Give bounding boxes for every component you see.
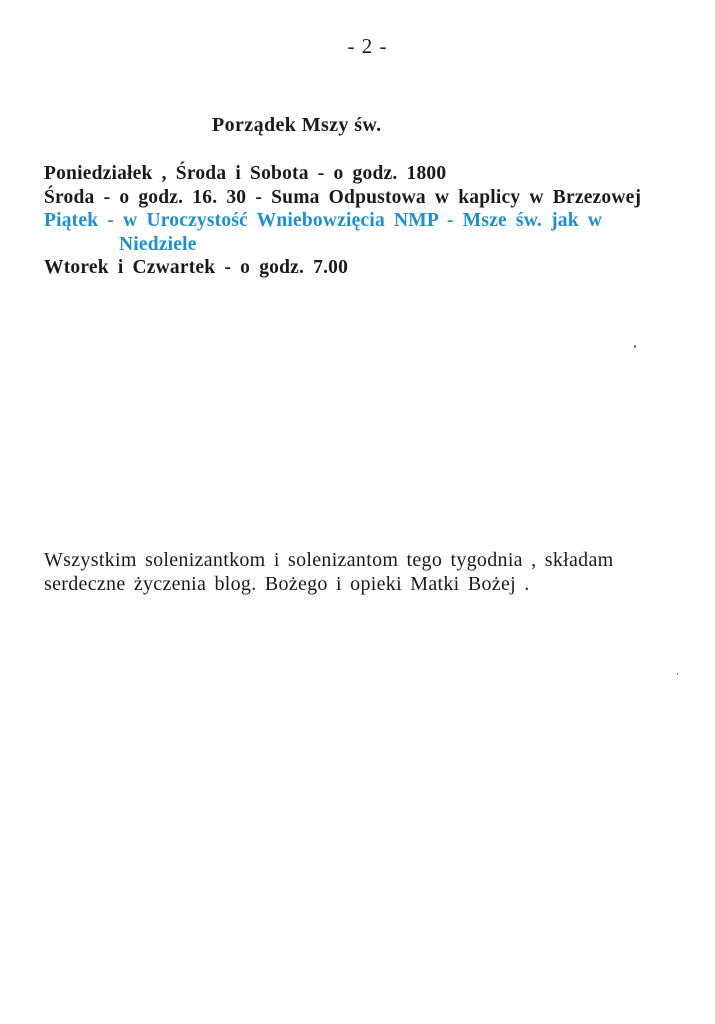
mass-schedule-list bbox=[44, 162, 684, 280]
schedule-entry-mon-wed-sat: Poniedziałek , Środa i Sobota - o godz. 1800 bbox=[44, 163, 447, 184]
schedule-entry-tue-thu: Wtorek i Czwartek - o godz. 7.00 bbox=[44, 257, 349, 278]
scan-speck bbox=[677, 673, 678, 675]
name-day-greeting: Wszystkim solenizantkom i solenizantom tego tygodnia , składam serdeczne życzenia blog. Bożego i opieki Matki Bożej . bbox=[44, 549, 614, 595]
schedule-entry-friday-assumption: Piątek - w Uroczystość Wniebowzięcia NMP - Msze św. jak w Niedziele bbox=[44, 210, 603, 255]
scan-speck bbox=[634, 345, 636, 348]
mass-schedule-title: Porządek Mszy św. bbox=[212, 114, 382, 136]
page-number: - 2 - bbox=[347, 34, 388, 58]
schedule-entry-wednesday-feast: Środa - o godz. 16. 30 - Suma Odpustowa w kaplicy w Brzezowej bbox=[44, 186, 642, 208]
